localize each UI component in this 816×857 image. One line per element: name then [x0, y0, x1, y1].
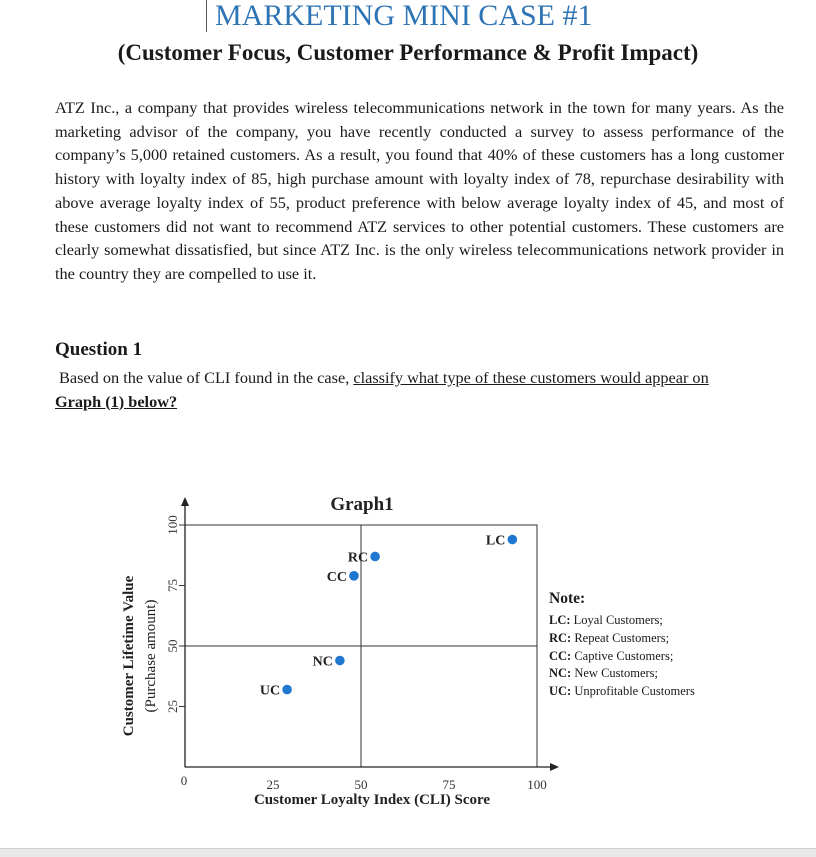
y-axis-sublabel: (Purchase amount) — [143, 599, 159, 713]
note-list — [549, 612, 695, 701]
note-desc: Repeat Customers; — [571, 630, 670, 645]
note-abbr: UC: — [549, 684, 572, 699]
x-tick-label: 100 — [527, 777, 547, 792]
x-tick-label: 0 — [180, 773, 188, 788]
point-label-cc: CC — [326, 569, 347, 585]
x-tick-label: 50 — [354, 777, 368, 792]
note-item-lc — [549, 612, 695, 630]
data-point-cc — [349, 571, 359, 581]
point-label-nc: NC — [312, 654, 333, 670]
note-item-rc — [549, 630, 695, 648]
y-axis-arrow — [181, 497, 189, 506]
case-paragraph: ATZ Inc., a company that provides wireless telecommunications network in the town for many years. As the marketing advisor of the company, you have recently conducted a survey to assess performance of the company’s 5,000 retained customers. As a result, you found that 40% of these customers has a long customer history with loyalty index of 85, high purchase amount with loyalty index of 78, repurchase desirability with above average loyalty index of 55, product preference with below average loyalty index of 45, and most of these customers did not want to recommend ATZ services to other potential customers. These customers are clearly somewhat dissatisfied, but since ATZ Inc. is the only wireless telecommunications network provider in the country they are compelled to use it. — [55, 98, 784, 283]
question-text-plain: Based on the value of CLI found in the case, — [59, 368, 354, 387]
note-desc: New Customers; — [571, 666, 659, 681]
question-text-underlined: classify what type of these customers would appear on — [353, 368, 709, 387]
document-subtitle: (Customer Focus, Customer Performance & Profit Impact) — [117, 40, 699, 65]
y-axis-label: Customer Lifetime Value — [121, 575, 137, 737]
y-tick-label: 75 — [165, 579, 180, 592]
note-item-uc — [549, 683, 695, 701]
question-text — [55, 366, 784, 413]
point-label-uc: UC — [259, 683, 281, 699]
question-text-bold: Graph (1) below? — [55, 391, 178, 411]
x-tick-label: 25 — [266, 777, 280, 792]
data-point-uc — [282, 685, 292, 695]
data-point-nc — [335, 656, 345, 666]
note-item-nc — [549, 665, 695, 683]
y-tick-label: 25 — [165, 700, 180, 713]
note-title: Note: — [549, 590, 586, 607]
point-label-lc: LC — [485, 533, 506, 549]
note-abbr: LC: — [549, 613, 571, 627]
note-box — [549, 590, 695, 701]
note-abbr: NC: — [549, 666, 572, 681]
document-title: MARKETING MINI CASE #1 — [215, 0, 593, 32]
x-tick-label: 75 — [442, 777, 456, 792]
data-point-rc — [370, 552, 380, 562]
y-tick-label: 100 — [165, 515, 180, 535]
note-desc: Captive Customers; — [571, 648, 674, 663]
chart-title: Graph1 — [330, 494, 394, 515]
x-axis-arrow — [550, 763, 559, 771]
question-heading: Question 1 — [55, 339, 143, 360]
data-point-lc — [508, 535, 518, 545]
note-item-cc — [549, 648, 695, 666]
x-axis-label: Customer Loyalty Index (CLI) Score — [253, 792, 491, 808]
title-bar — [206, 0, 593, 32]
y-tick-label: 50 — [165, 639, 180, 653]
note-abbr: RC: — [549, 630, 572, 645]
point-label-rc: RC — [347, 550, 369, 566]
note-desc: Unprofitable Customers — [571, 684, 695, 699]
note-abbr: CC: — [549, 648, 572, 663]
note-desc: Loyal Customers; — [570, 613, 663, 627]
